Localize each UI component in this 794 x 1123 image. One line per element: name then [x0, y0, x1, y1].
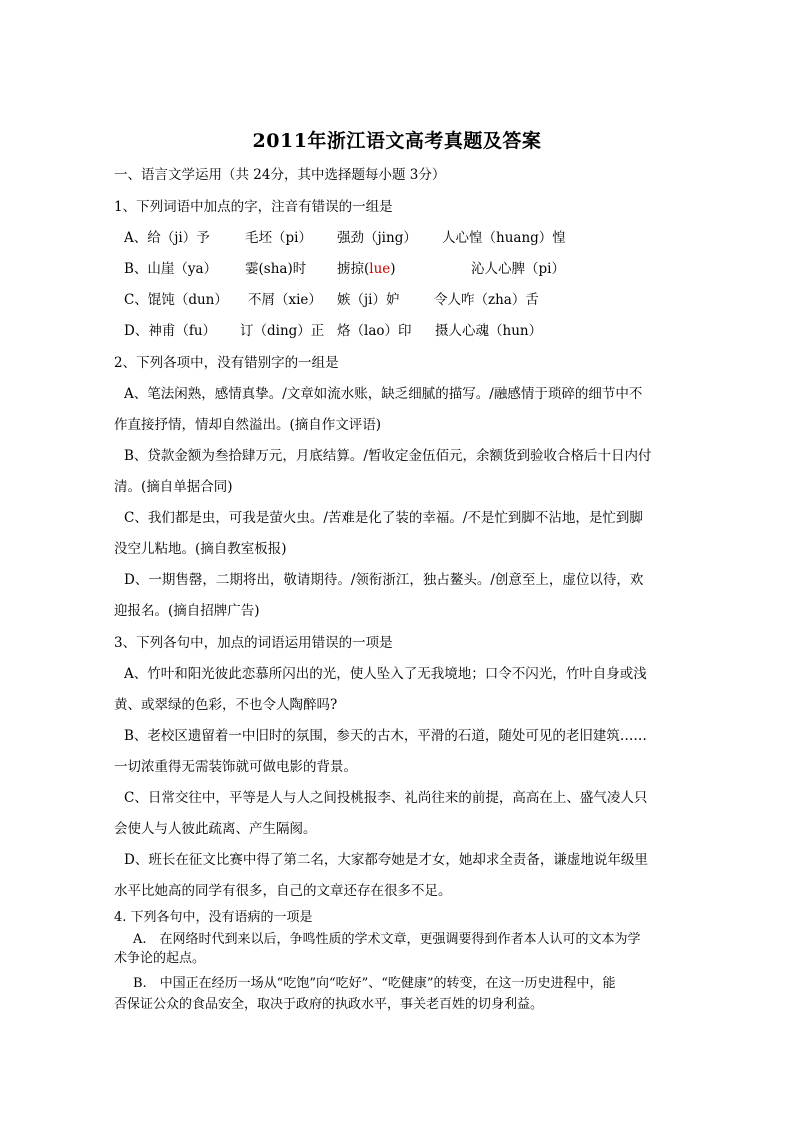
question-2-stem: 2、下列各项中，没有错别字的一组是 [114, 355, 339, 371]
q2-option-c-line1: C、我们都是虫，可我是萤火虫。/苦难是化了装的幸福。/不是忙到脚不沾地，是忙到脚 [124, 510, 643, 526]
question-4-stem: 4. 下列各句中，没有语病的一项是 [114, 910, 313, 925]
q4-option-b-line1: B. 中国正在经历一场从“吃饱”向“吃好”、“吃健康”的转变，在这一历史进程中，能 [133, 976, 616, 991]
q1-a-word-2: 毛坯（pi） [245, 230, 312, 246]
q2-option-c-line2: 没空儿粘地。(摘自教室板报) [114, 541, 287, 557]
q1-a-word-3: 强劲（jing） [337, 230, 417, 246]
q1-c-word-1: C、馄饨（dun） [124, 292, 228, 308]
q1-b-word-3 [337, 260, 396, 278]
q3-option-d-line1: D、班长在征文比赛中得了第二名，大家都夸她是才女，她却求全责备，谦虚地说年级里 [124, 852, 648, 868]
q4-option-a-line1: A. 在网络时代到来以后，争鸣性质的学术文章，更强调要得到作者本人认可的文本为学 [133, 932, 641, 947]
q3-option-d-line2: 水平比她高的同学有很多，自己的文章还存在很多不足。 [114, 883, 452, 899]
page-title: 2011年浙江语文高考真题及答案 [252, 130, 542, 152]
q2-option-b-line1: B、贷款金额为叁拾肆万元，月底结算。/暂收定金伍佰元，余额货到验收合格后十日内付 [124, 448, 652, 464]
q1-b-word-2: 霎(sha)时 [245, 261, 307, 277]
q1-a-word-1: A、给（ji）予 [124, 230, 210, 246]
q2-option-a-line2: 作直接抒情，情却自然溢出。(摘自作文评语) [114, 417, 382, 433]
q3-option-c-line1: C、日常交往中，平等是人与人之间投桃报李、礼尚往来的前提，高高在上、盛气凌人只 [124, 790, 648, 806]
q3-option-b-line1: B、老校区遗留着一中旧时的氛围，参天的古木，平滑的石道，随处可见的老旧建筑…… [124, 728, 647, 744]
question-1-stem: 1、下列词语中加点的字，注音有错误的一组是 [114, 199, 393, 215]
section-heading: 一、语言文学运用（共 24分，其中选择题每小题 3分） [114, 167, 446, 183]
q1-b-word-3-prefix: 掳掠( [337, 261, 370, 277]
q1-a-word-4: 人心惶（huang）惶 [442, 230, 566, 246]
q1-b-word-1: B、山崖（ya） [124, 261, 218, 277]
q3-option-a-line1: A、竹叶和阳光彼此恋慕所闪出的光，使人坠入了无我境地；口令不闪光，竹叶自身或浅 [124, 666, 647, 682]
question-3-stem: 3、下列各句中，加点的词语运用错误的一项是 [114, 635, 393, 651]
q1-b-word-4: 沁人心脾（pi） [471, 261, 565, 277]
q1-c-word-3: 嫉（ji）妒 [337, 292, 400, 308]
q1-d-word-1: D、神甫（fu） [124, 323, 217, 339]
q1-c-word-2: 不屑（xie） [248, 292, 322, 308]
q2-option-a-line1: A、笔法闲熟，感情真挚。/文章如流水账，缺乏细腻的描写。/融感情于琐碎的细节中不 [124, 386, 643, 402]
q3-option-b-line2: 一切浓重得无需装饰就可做电影的背景。 [114, 759, 357, 775]
q4-option-b-line2: 否保证公众的食品安全，取决于政府的执政水平，事关老百姓的切身利益。 [114, 997, 544, 1012]
q2-option-d-line1: D、一期售罄，二期将出，敬请期待。/领衔浙江，独占鳌头。/创意至上，虚位以待，欢 [124, 572, 644, 588]
q2-option-d-line2: 迎报名。(摘自招牌广告) [114, 603, 260, 619]
q3-option-a-line2: 黄、或翠绿的色彩，不也令人陶醉吗? [114, 697, 338, 713]
q1-d-word-4: 摄人心魂（hun） [435, 323, 543, 339]
q3-option-c-line2: 会使人与人彼此疏离、产生隔阂。 [114, 821, 317, 837]
q1-b-pinyin-red: lue [369, 261, 391, 277]
q1-d-word-2: 订（ding）正 [240, 323, 325, 339]
q2-option-b-line2: 清。(摘自单据合同) [114, 479, 233, 495]
q1-d-word-3: 烙（lao）印 [337, 323, 412, 339]
q1-c-word-4: 令人咋（zha）舌 [434, 292, 539, 308]
q4-option-a-line2: 术争论的起点。 [114, 951, 206, 966]
q1-b-word-3-suffix: ) [390, 261, 396, 277]
